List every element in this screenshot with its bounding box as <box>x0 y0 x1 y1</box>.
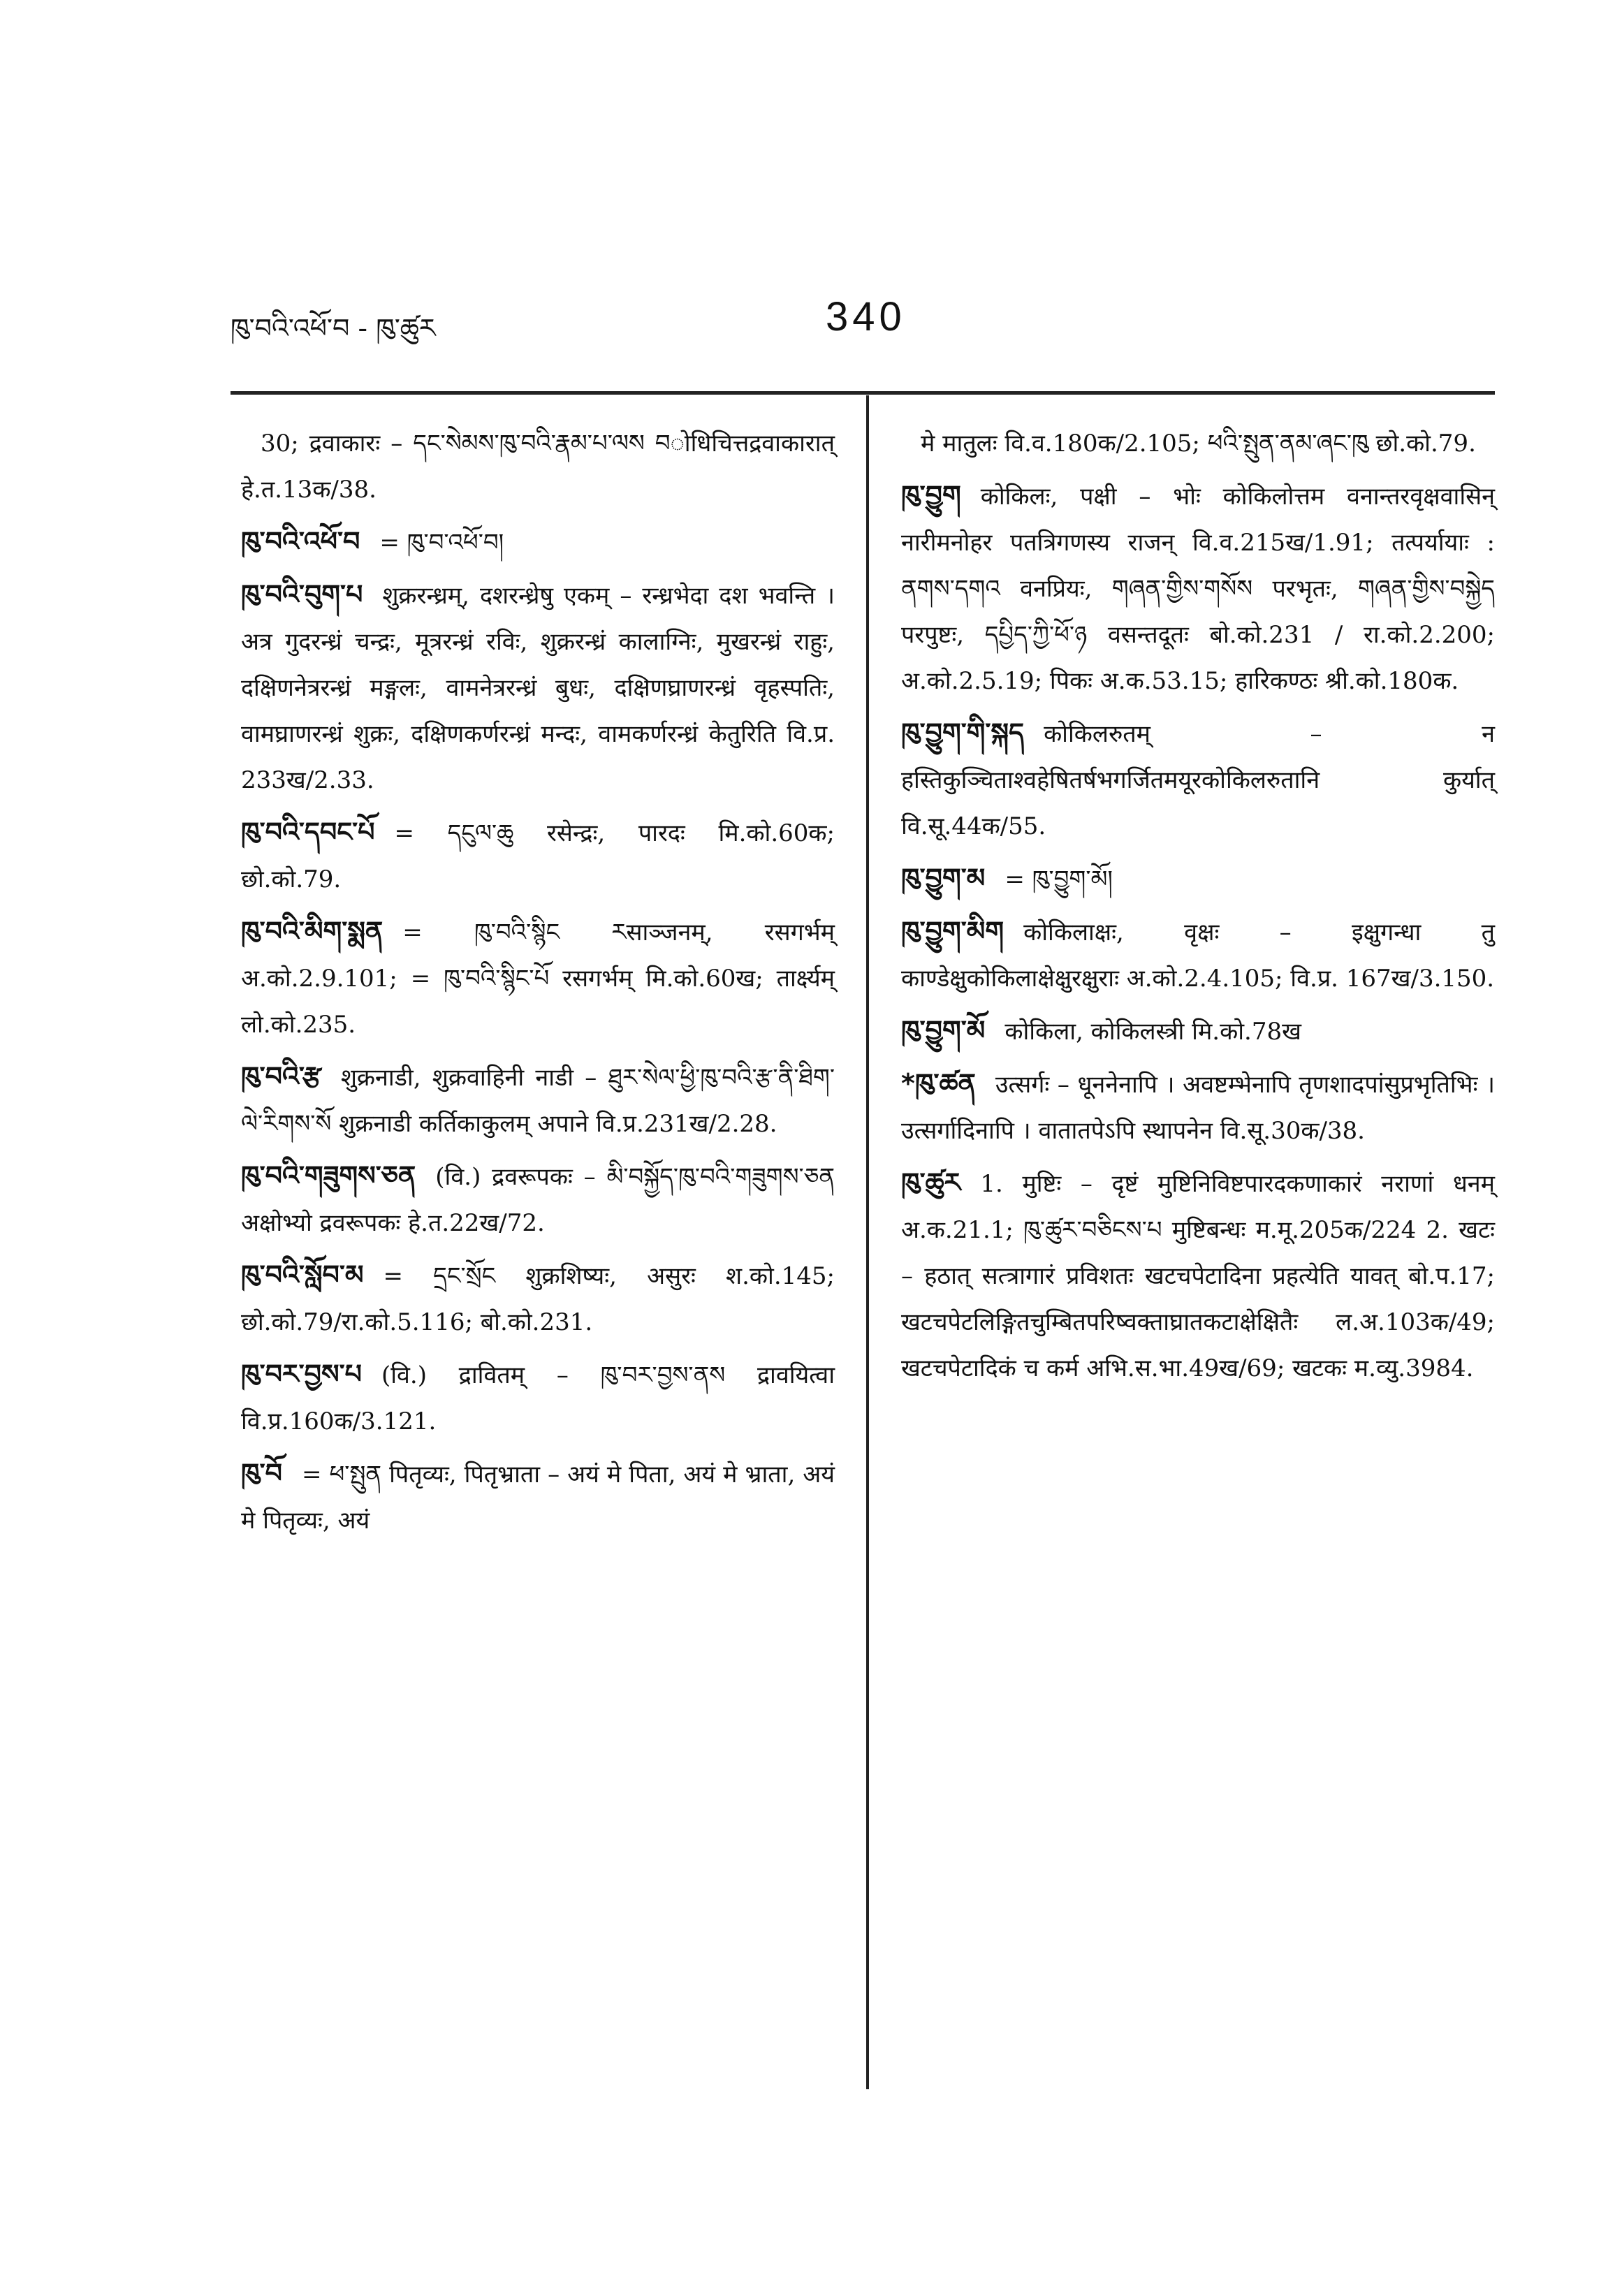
entry-headword: ཁུ་བའི་མིག་སྨན <box>241 916 383 946</box>
dictionary-entry <box>241 1053 835 1147</box>
entry-definition: = དངུལ་ཆུ रसेन्द्रः, पारदः मि.को.60क; छो.को.79. <box>241 819 835 893</box>
entry-definition: = ཕ་སྤུན पितृव्यः, पितृभ्राता – अयं मे पिता, अयं मे भ्राता, अयं मे पितृव्यः, अयं <box>241 1461 835 1535</box>
entry-headword: ཁུ་བྱུག་མིག <box>901 916 1004 946</box>
dictionary-entry <box>901 1160 1495 1391</box>
dictionary-entry <box>241 809 835 902</box>
entry-definition: मे मातुलः वि.व.180क/2.105; ཕའི་སྤུན་ནམ་ཞང་ཁུ छो.को.79. <box>921 430 1476 458</box>
entry-headword: ཁུ་བའི་འཕོ་བ <box>241 526 360 557</box>
column-divider <box>866 395 869 2089</box>
entry-headword: ཁུ་བར་བྱས་པ <box>241 1359 362 1389</box>
dictionary-entry <box>901 1060 1495 1154</box>
header-entry-range: ཁུ་བའི་འཕོ་བ - ཁུ་ཚུར <box>231 313 436 344</box>
entry-definition: = དྲང་སྲོང शुक्रशिष्यः, असुरः श.को.145; छो.को.79/रा.को.5.116; बो.को.231. <box>241 1262 835 1336</box>
entry-definition: (वि.) द्रवरूपकः – མི་བསྐྱོད་ཁུ་བའི་གཟུགས་ཅན अक्षोभ्यो द्रवरूपकः हे.त.22ख/72. <box>241 1163 835 1237</box>
entry-headword: ཁུ་བའི་སློབ་མ <box>241 1259 364 1290</box>
entry-headword: ཁུ་བའི་གཟུགས་ཅན <box>241 1160 416 1191</box>
dictionary-entry <box>241 1351 835 1445</box>
dictionary-entry <box>241 419 835 513</box>
dictionary-entry <box>241 518 835 566</box>
entry-definition: कोकिलरुतम् – न हस्तिकुञ्चिताश्वहेषितर्षभगर्जितमयूरकोकिलरुतानि कुर्यात् वि.सू.44क/55. <box>901 720 1495 840</box>
header-rule <box>231 391 1495 395</box>
dictionary-entry <box>241 1153 835 1246</box>
dictionary-entry <box>241 571 835 803</box>
dictionary-entry <box>241 1450 835 1544</box>
entry-definition: (वि.) द्रावितम् – ཁུ་བར་བྱས་ནས द्रावयित्वा वि.प्र.160क/3.121. <box>241 1361 835 1435</box>
entry-headword: *ཁུ་ཚན <box>901 1068 976 1099</box>
entry-definition: 1. मुष्टिः – दृष्टं मुष्टिनिविष्टपारदकणाकारं नराणां धनम् अ.क.21.1; ཁུ་ཚུར་བཅིངས་པ मुष्टिबन्धः म.मू.205क/224 2. खटः – हठात् सत्त्रागारं प्रविशतः खटचपेटादिना प्रहत्येति यावत् बो.प.17; खटचपेटलिङ्गितचुम्बितपरिष्वक्ताघ्रातकटाक्षेक्षितैः ल.अ.103क/49; खटचपेटादिकं च कर्म अभि.स.भा.49ख/69; खटकः म.व्यु.3984. <box>901 1170 1495 1382</box>
entry-definition: = ཁུ་བ་འཕོ་བ། <box>379 529 504 557</box>
entry-headword: ཁུ་བའི་དབང་པོ <box>241 817 375 847</box>
entry-definition: उत्सर्गः – धूननेनापि । अवष्टम्भेनापि तृणशादपांसुप्रभृतिभिः । उत्सर्गादिनापि । वातातपेऽपि स्थापनेन वि.सू.30क/38. <box>901 1071 1495 1145</box>
entry-headword: ཁུ་བྱུག་གི་སྐད <box>901 717 1025 748</box>
entry-headword: ཁུ་བའི་རྩ <box>241 1061 321 1092</box>
entry-headword: ཁུ་བའི་བུག་པ <box>241 579 363 610</box>
dictionary-entry <box>901 419 1495 467</box>
entry-definition: शुक्ररन्ध्रम्, दशरन्ध्रेषु एकम् – रन्ध्रभेदा दश भवन्ति । अत्र गुदरन्ध्रं चन्द्रः, मूत्ररन्ध्रं रविः, शुक्ररन्ध्रं कालाग्निः, मुखरन्ध्रं राहुः, दक्षिणनेत्ररन्ध्रं मङ्गलः, वामनेत्ररन्ध्रं बुधः, दक्षिणघ्राणरन्ध्रं वृहस्पतिः, वामघ्राणरन्ध्रं शुक्रः, दक्षिणकर्णरन्ध्रं मन्दः, वामकर्णरन्ध्रं केतुरिति वि.प्र. 233ख/2.33. <box>241 582 835 794</box>
entry-headword: ཁུ་བྱུག <box>901 480 961 511</box>
entry-definition: कोकिलाक्षः, वृक्षः – इक्षुगन्धा तु काण्डेक्षुकोकिलाक्षेक्षुरक्षुराः अ.को.2.4.105; वि.प्र. 167ख/3.150. <box>901 919 1495 993</box>
dictionary-entry <box>901 710 1495 849</box>
entry-headword: ཁུ་བོ <box>241 1458 282 1489</box>
right-column <box>901 419 1495 1397</box>
dictionary-entry <box>901 1007 1495 1055</box>
left-column <box>241 419 835 1549</box>
entry-definition: कोकिलः, पक्षी – भोः कोकिलोत्तम वनान्तरवृक्षवासिन् नारीमनोहर पतत्रिगणस्य राजन् वि.व.215ख/1.91; तत्पर्यायाः : ནགས་དགའ वनप्रियः, གཞན་གྱིས་གསོས परभृतः, གཞན་གྱིས་བསྐྱེད परपुष्टः, དཔྱིད་ཀྱི་ཕོ་ཉ वसन्तदूतः बो.को.231 / रा.को.2.200; अ.को.2.5.19; पिकः अ.क.53.15; हारिकण्ठः श्री.को.180क. <box>901 483 1495 695</box>
entry-headword: ཁུ་བྱུག་མོ <box>901 1015 986 1046</box>
dictionary-entry <box>901 908 1495 1002</box>
dictionary-entry <box>241 908 835 1048</box>
entry-definition: = ཁུ་བའི་སྙིང རसाञ्जनम्, रसगर्भम् अ.को.2.9.101; = ཁུ་བའི་སྙིང་པོ रसगर्भम् मि.को.60ख; तार्क्ष्यम् लो.को.235. <box>241 919 835 1039</box>
entry-definition: = ཁུ་བྱུག་མོ། <box>1004 865 1113 893</box>
dictionary-entry <box>241 1252 835 1345</box>
entry-definition: कोकिला, कोकिलस्त्री मि.को.78ख <box>1004 1018 1301 1046</box>
page-header <box>231 293 1495 342</box>
dictionary-entry <box>901 472 1495 704</box>
entry-headword: ཁུ་བྱུག་མ <box>901 863 986 893</box>
entry-headword: ཁུ་ཚུར <box>901 1167 961 1198</box>
page-number: 340 <box>826 294 906 339</box>
dictionary-entry <box>901 855 1495 902</box>
entry-definition: शुक्रनाडी, शुक्रवाहिनी नाडी – ཐུར་སེལ་ཕྱི་ཁུ་བའི་རྩ་ནི་ཐིག་ལེ་རིགས་སོ शुक्रनाडी कर्तिकाकुलम् अपाने वि.प्र.231ख/2.28. <box>241 1064 835 1138</box>
entry-definition: 30; द्रवाकारः – དང་སེམས་ཁུ་བའི་རྣམ་པ་ལས བोधिचित्तद्रवाकारात् हे.त.13क/38. <box>241 430 835 504</box>
